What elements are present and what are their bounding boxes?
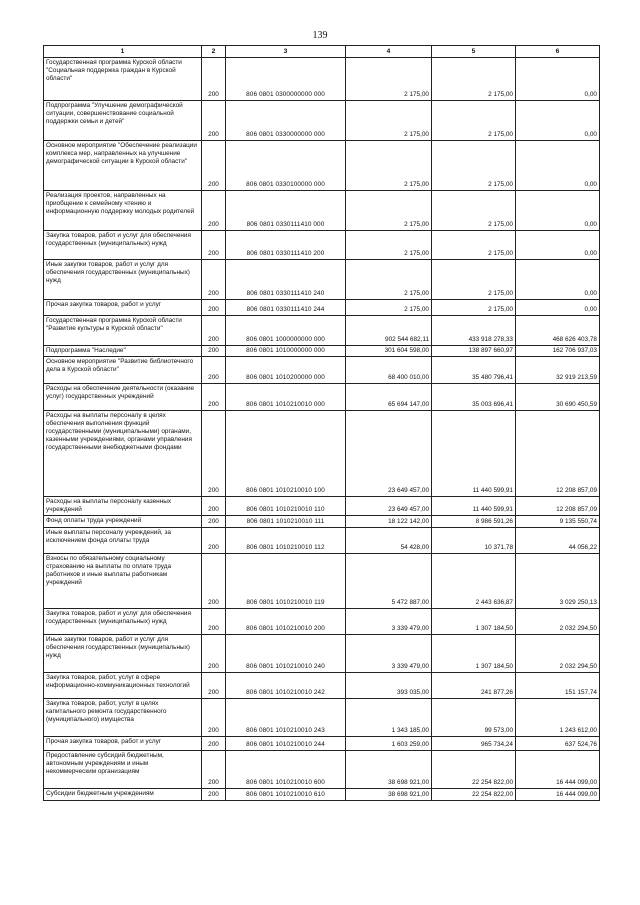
- row-value-5: 22 254 822,00: [432, 789, 516, 801]
- row-value-6: 12 208 857,09: [516, 497, 600, 516]
- table-row: [44, 191, 600, 231]
- table-row: [44, 384, 600, 411]
- table-row: [44, 554, 600, 609]
- row-name-text: Подпрограмма "Улучшение демографической ситуации, совершенствование социальной поддержки семьи и детей": [46, 102, 183, 125]
- table-row: [44, 673, 600, 699]
- row-name-text: Взносы по обязательному социальному страхованию на выплаты по оплате труда работников и иные выплаты работникам учреждений: [46, 555, 172, 586]
- row-code: 806 0801 0330111410 244: [226, 300, 346, 316]
- row-value-6: 16 444 099,00: [516, 751, 600, 789]
- row-name-text: Государственная программа Курской области "Развитие культуры в Курской области": [46, 317, 182, 332]
- row-admin: 200: [202, 300, 226, 316]
- row-name: [44, 751, 202, 789]
- row-admin: 200: [202, 141, 226, 191]
- row-value-5: 11 440 599,91: [432, 497, 516, 516]
- row-admin: 200: [202, 58, 226, 101]
- row-admin: 200: [202, 673, 226, 699]
- row-value-6: 32 919 213,59: [516, 357, 600, 384]
- row-name: [44, 300, 202, 316]
- row-value-4: 2 175,00: [346, 58, 432, 101]
- row-admin: 200: [202, 554, 226, 609]
- table-row: [44, 699, 600, 737]
- table-row: [44, 609, 600, 635]
- row-code: 806 0801 1010210010 600: [226, 751, 346, 789]
- row-name-text: Прочая закупка товаров, работ и услуг: [46, 301, 162, 308]
- row-name: [44, 699, 202, 737]
- row-value-4: 18 122 142,00: [346, 516, 432, 528]
- row-name-text: Основное мероприятие "Развитие библиотечного дела в Курской области": [46, 358, 194, 373]
- row-value-5: 10 371,78: [432, 528, 516, 554]
- row-code: 806 0801 1010000000 000: [226, 346, 346, 357]
- row-admin: 200: [202, 737, 226, 751]
- row-value-6: 0,00: [516, 141, 600, 191]
- row-name: [44, 609, 202, 635]
- row-value-5: 2 175,00: [432, 58, 516, 101]
- row-name: [44, 497, 202, 516]
- table-row: [44, 260, 600, 300]
- row-value-6: 30 690 450,59: [516, 384, 600, 411]
- row-name-text: Фонд оплаты труда учреждений: [46, 517, 142, 524]
- row-name: [44, 346, 202, 357]
- row-admin: 200: [202, 346, 226, 357]
- row-value-6: 0,00: [516, 101, 600, 141]
- table-row: [44, 528, 600, 554]
- row-name: [44, 141, 202, 191]
- row-name-text: Прочая закупка товаров, работ и услуг: [46, 738, 162, 745]
- table-row: [44, 346, 600, 357]
- row-code: 806 0801 1010210010 242: [226, 673, 346, 699]
- table-row: [44, 316, 600, 346]
- row-value-6: 0,00: [516, 191, 600, 231]
- row-value-6: 44 056,22: [516, 528, 600, 554]
- row-code: 806 0801 1010210010 610: [226, 789, 346, 801]
- row-name-text: Иные выплаты персоналу учреждений, за исключением фонда оплаты труда: [46, 529, 171, 544]
- row-value-4: 2 175,00: [346, 260, 432, 300]
- row-value-6: 0,00: [516, 260, 600, 300]
- row-name-text: Расходы на обеспечение деятельности (оказание услуг) государственных учреждений: [46, 385, 195, 400]
- budget-table: [43, 45, 600, 801]
- row-admin: 200: [202, 751, 226, 789]
- column-header: 5: [432, 46, 516, 58]
- row-value-5: 2 175,00: [432, 231, 516, 260]
- table-row: [44, 58, 600, 101]
- row-value-5: 35 480 796,41: [432, 357, 516, 384]
- row-admin: 200: [202, 635, 226, 673]
- row-value-5: 2 175,00: [432, 300, 516, 316]
- row-value-4: 2 175,00: [346, 141, 432, 191]
- row-admin: 200: [202, 411, 226, 497]
- table-row: [44, 101, 600, 141]
- row-name-text: Закупка товаров, работ и услуг для обеспечения государственных (муниципальных) нужд: [46, 232, 191, 247]
- row-admin: 200: [202, 789, 226, 801]
- row-code: 806 0801 1010210010 200: [226, 609, 346, 635]
- row-admin: 200: [202, 497, 226, 516]
- row-value-6: 0,00: [516, 231, 600, 260]
- table-body: [44, 58, 600, 801]
- column-header: 2: [202, 46, 226, 58]
- row-value-5: 138 897 660,97: [432, 346, 516, 357]
- row-name: [44, 231, 202, 260]
- row-name: [44, 737, 202, 751]
- row-name-text: Иные закупки товаров, работ и услуг для обеспечения государственных (муниципальных) нужд: [46, 261, 190, 284]
- row-code: 806 0801 0330111410 240: [226, 260, 346, 300]
- table-row: [44, 751, 600, 789]
- table-header-row: [44, 46, 600, 58]
- row-value-6: 2 032 294,50: [516, 609, 600, 635]
- row-code: 806 0801 1010210010 243: [226, 699, 346, 737]
- row-value-6: 9 135 550,74: [516, 516, 600, 528]
- row-value-4: 54 428,00: [346, 528, 432, 554]
- row-value-6: 12 208 857,09: [516, 411, 600, 497]
- row-value-5: 2 175,00: [432, 101, 516, 141]
- row-value-6: 0,00: [516, 300, 600, 316]
- row-value-6: 637 524,76: [516, 737, 600, 751]
- row-value-6: 16 444 099,00: [516, 789, 600, 801]
- row-name-text: Закупка товаров, работ, услуг в сфере информационно-коммуникационных технологий: [46, 674, 190, 689]
- row-code: 806 0801 1010210010 111: [226, 516, 346, 528]
- row-value-4: 68 400 010,00: [346, 357, 432, 384]
- row-value-4: 2 175,00: [346, 191, 432, 231]
- row-name-text: Расходы на выплаты персоналу казенных учреждений: [46, 498, 172, 513]
- row-value-5: 11 440 599,91: [432, 411, 516, 497]
- row-value-4: 23 649 457,00: [346, 497, 432, 516]
- row-value-4: 1 343 185,00: [346, 699, 432, 737]
- table-row: [44, 300, 600, 316]
- row-code: 806 0801 1010210010 100: [226, 411, 346, 497]
- row-code: 806 0801 1010200000 000: [226, 357, 346, 384]
- row-value-5: 965 734,24: [432, 737, 516, 751]
- row-name: [44, 316, 202, 346]
- row-name: [44, 191, 202, 231]
- table-row: [44, 411, 600, 497]
- row-value-4: 2 175,00: [346, 300, 432, 316]
- row-admin: 200: [202, 357, 226, 384]
- row-code: 806 0801 1010210010 119: [226, 554, 346, 609]
- row-name: [44, 101, 202, 141]
- row-name: [44, 260, 202, 300]
- row-value-6: 162 706 937,03: [516, 346, 600, 357]
- row-value-6: 0,00: [516, 58, 600, 101]
- row-value-6: 1 243 612,00: [516, 699, 600, 737]
- row-code: 806 0801 0330111410 200: [226, 231, 346, 260]
- row-value-4: 38 698 921,00: [346, 789, 432, 801]
- row-admin: 200: [202, 191, 226, 231]
- row-name: [44, 58, 202, 101]
- row-code: 806 0801 0330000000 000: [226, 101, 346, 141]
- row-value-4: 65 694 147,00: [346, 384, 432, 411]
- row-value-5: 35 003 696,41: [432, 384, 516, 411]
- row-code: 806 0801 1010210010 244: [226, 737, 346, 751]
- row-value-4: 2 175,00: [346, 231, 432, 260]
- table-row: [44, 516, 600, 528]
- row-name-text: Субсидии бюджетным учреждениям: [46, 790, 154, 797]
- table-row: [44, 789, 600, 801]
- row-name: [44, 789, 202, 801]
- row-code: 806 0801 1010210010 240: [226, 635, 346, 673]
- row-admin: 200: [202, 384, 226, 411]
- row-value-4: 2 175,00: [346, 101, 432, 141]
- table-row: [44, 497, 600, 516]
- row-value-6: 151 157,74: [516, 673, 600, 699]
- row-name-text: Государственная программа Курской области "Социальная поддержка граждан в Курской области": [46, 59, 182, 82]
- row-admin: 200: [202, 316, 226, 346]
- column-header: 1: [44, 46, 202, 58]
- row-name: [44, 673, 202, 699]
- row-name: [44, 411, 202, 497]
- row-code: 806 0801 0300000000 000: [226, 58, 346, 101]
- row-value-5: 22 254 822,00: [432, 751, 516, 789]
- row-name: [44, 384, 202, 411]
- row-value-5: 241 877,26: [432, 673, 516, 699]
- row-name-text: Основное мероприятие "Обеспечение реализации комплекса мер, направленных на улучшение демографической ситуации в Курской области": [46, 142, 197, 165]
- row-value-6: 468 626 403,78: [516, 316, 600, 346]
- table-row: [44, 635, 600, 673]
- row-admin: 200: [202, 699, 226, 737]
- row-value-5: 99 573,00: [432, 699, 516, 737]
- row-name-text: Закупка товаров, работ, услуг в целях капитального ремонта государственного (муниципального) имущества: [46, 700, 167, 723]
- table-row: [44, 231, 600, 260]
- row-name-text: Иные закупки товаров, работ и услуг для обеспечения государственных (муниципальных) нужд: [46, 636, 190, 659]
- row-name-text: Расходы на выплаты персоналу в целях обеспечения выполнения функций государственными (муниципальными) органами, казенными учреждениями, органами управления государственными внебюджетными фондами: [46, 412, 192, 451]
- row-value-5: 2 175,00: [432, 141, 516, 191]
- row-value-4: 393 035,00: [346, 673, 432, 699]
- row-admin: 200: [202, 101, 226, 141]
- row-name-text: Подпрограмма "Наследие": [46, 347, 126, 354]
- row-value-4: 301 604 598,00: [346, 346, 432, 357]
- row-value-5: 433 918 278,33: [432, 316, 516, 346]
- row-code: 806 0801 1010210010 000: [226, 384, 346, 411]
- row-name: [44, 528, 202, 554]
- row-code: 806 0801 1010210010 112: [226, 528, 346, 554]
- row-value-4: 3 339 479,00: [346, 635, 432, 673]
- row-name-text: Закупка товаров, работ и услуг для обеспечения государственных (муниципальных) нужд: [46, 610, 191, 625]
- row-value-4: 5 472 887,00: [346, 554, 432, 609]
- table-row: [44, 141, 600, 191]
- row-value-5: 2 175,00: [432, 191, 516, 231]
- table-row: [44, 737, 600, 751]
- row-value-5: 2 175,00: [432, 260, 516, 300]
- row-value-5: 1 307 184,50: [432, 635, 516, 673]
- row-name: [44, 635, 202, 673]
- row-code: 806 0801 1010210010 110: [226, 497, 346, 516]
- row-value-5: 2 443 636,87: [432, 554, 516, 609]
- column-header: 4: [346, 46, 432, 58]
- row-value-4: 902 544 682,11: [346, 316, 432, 346]
- page-number: 139: [312, 30, 328, 41]
- row-name: [44, 554, 202, 609]
- row-code: 806 0801 0330111410 000: [226, 191, 346, 231]
- row-code: 806 0801 1000000000 000: [226, 316, 346, 346]
- row-admin: 200: [202, 528, 226, 554]
- column-header: 3: [226, 46, 346, 58]
- row-value-5: 8 986 591,26: [432, 516, 516, 528]
- row-value-5: 1 307 184,50: [432, 609, 516, 635]
- row-admin: 200: [202, 516, 226, 528]
- row-value-4: 1 603 259,00: [346, 737, 432, 751]
- row-name-text: Предоставление субсидий бюджетным, автономным учреждениям и иным некоммерческим организациям: [46, 752, 164, 775]
- row-admin: 200: [202, 231, 226, 260]
- table-row: [44, 357, 600, 384]
- column-header: 6: [516, 46, 600, 58]
- row-admin: 200: [202, 609, 226, 635]
- row-value-4: 38 698 921,00: [346, 751, 432, 789]
- row-value-6: 2 032 294,50: [516, 635, 600, 673]
- row-name: [44, 516, 202, 528]
- row-code: 806 0801 0330100000 000: [226, 141, 346, 191]
- row-value-4: 3 339 479,00: [346, 609, 432, 635]
- row-admin: 200: [202, 260, 226, 300]
- row-name-text: Реализация проектов, направленных на приобщение к семейному чтению и информационную поддержку молодых родителей: [46, 192, 195, 215]
- row-name: [44, 357, 202, 384]
- row-value-6: 3 029 250,13: [516, 554, 600, 609]
- row-value-4: 23 649 457,00: [346, 411, 432, 497]
